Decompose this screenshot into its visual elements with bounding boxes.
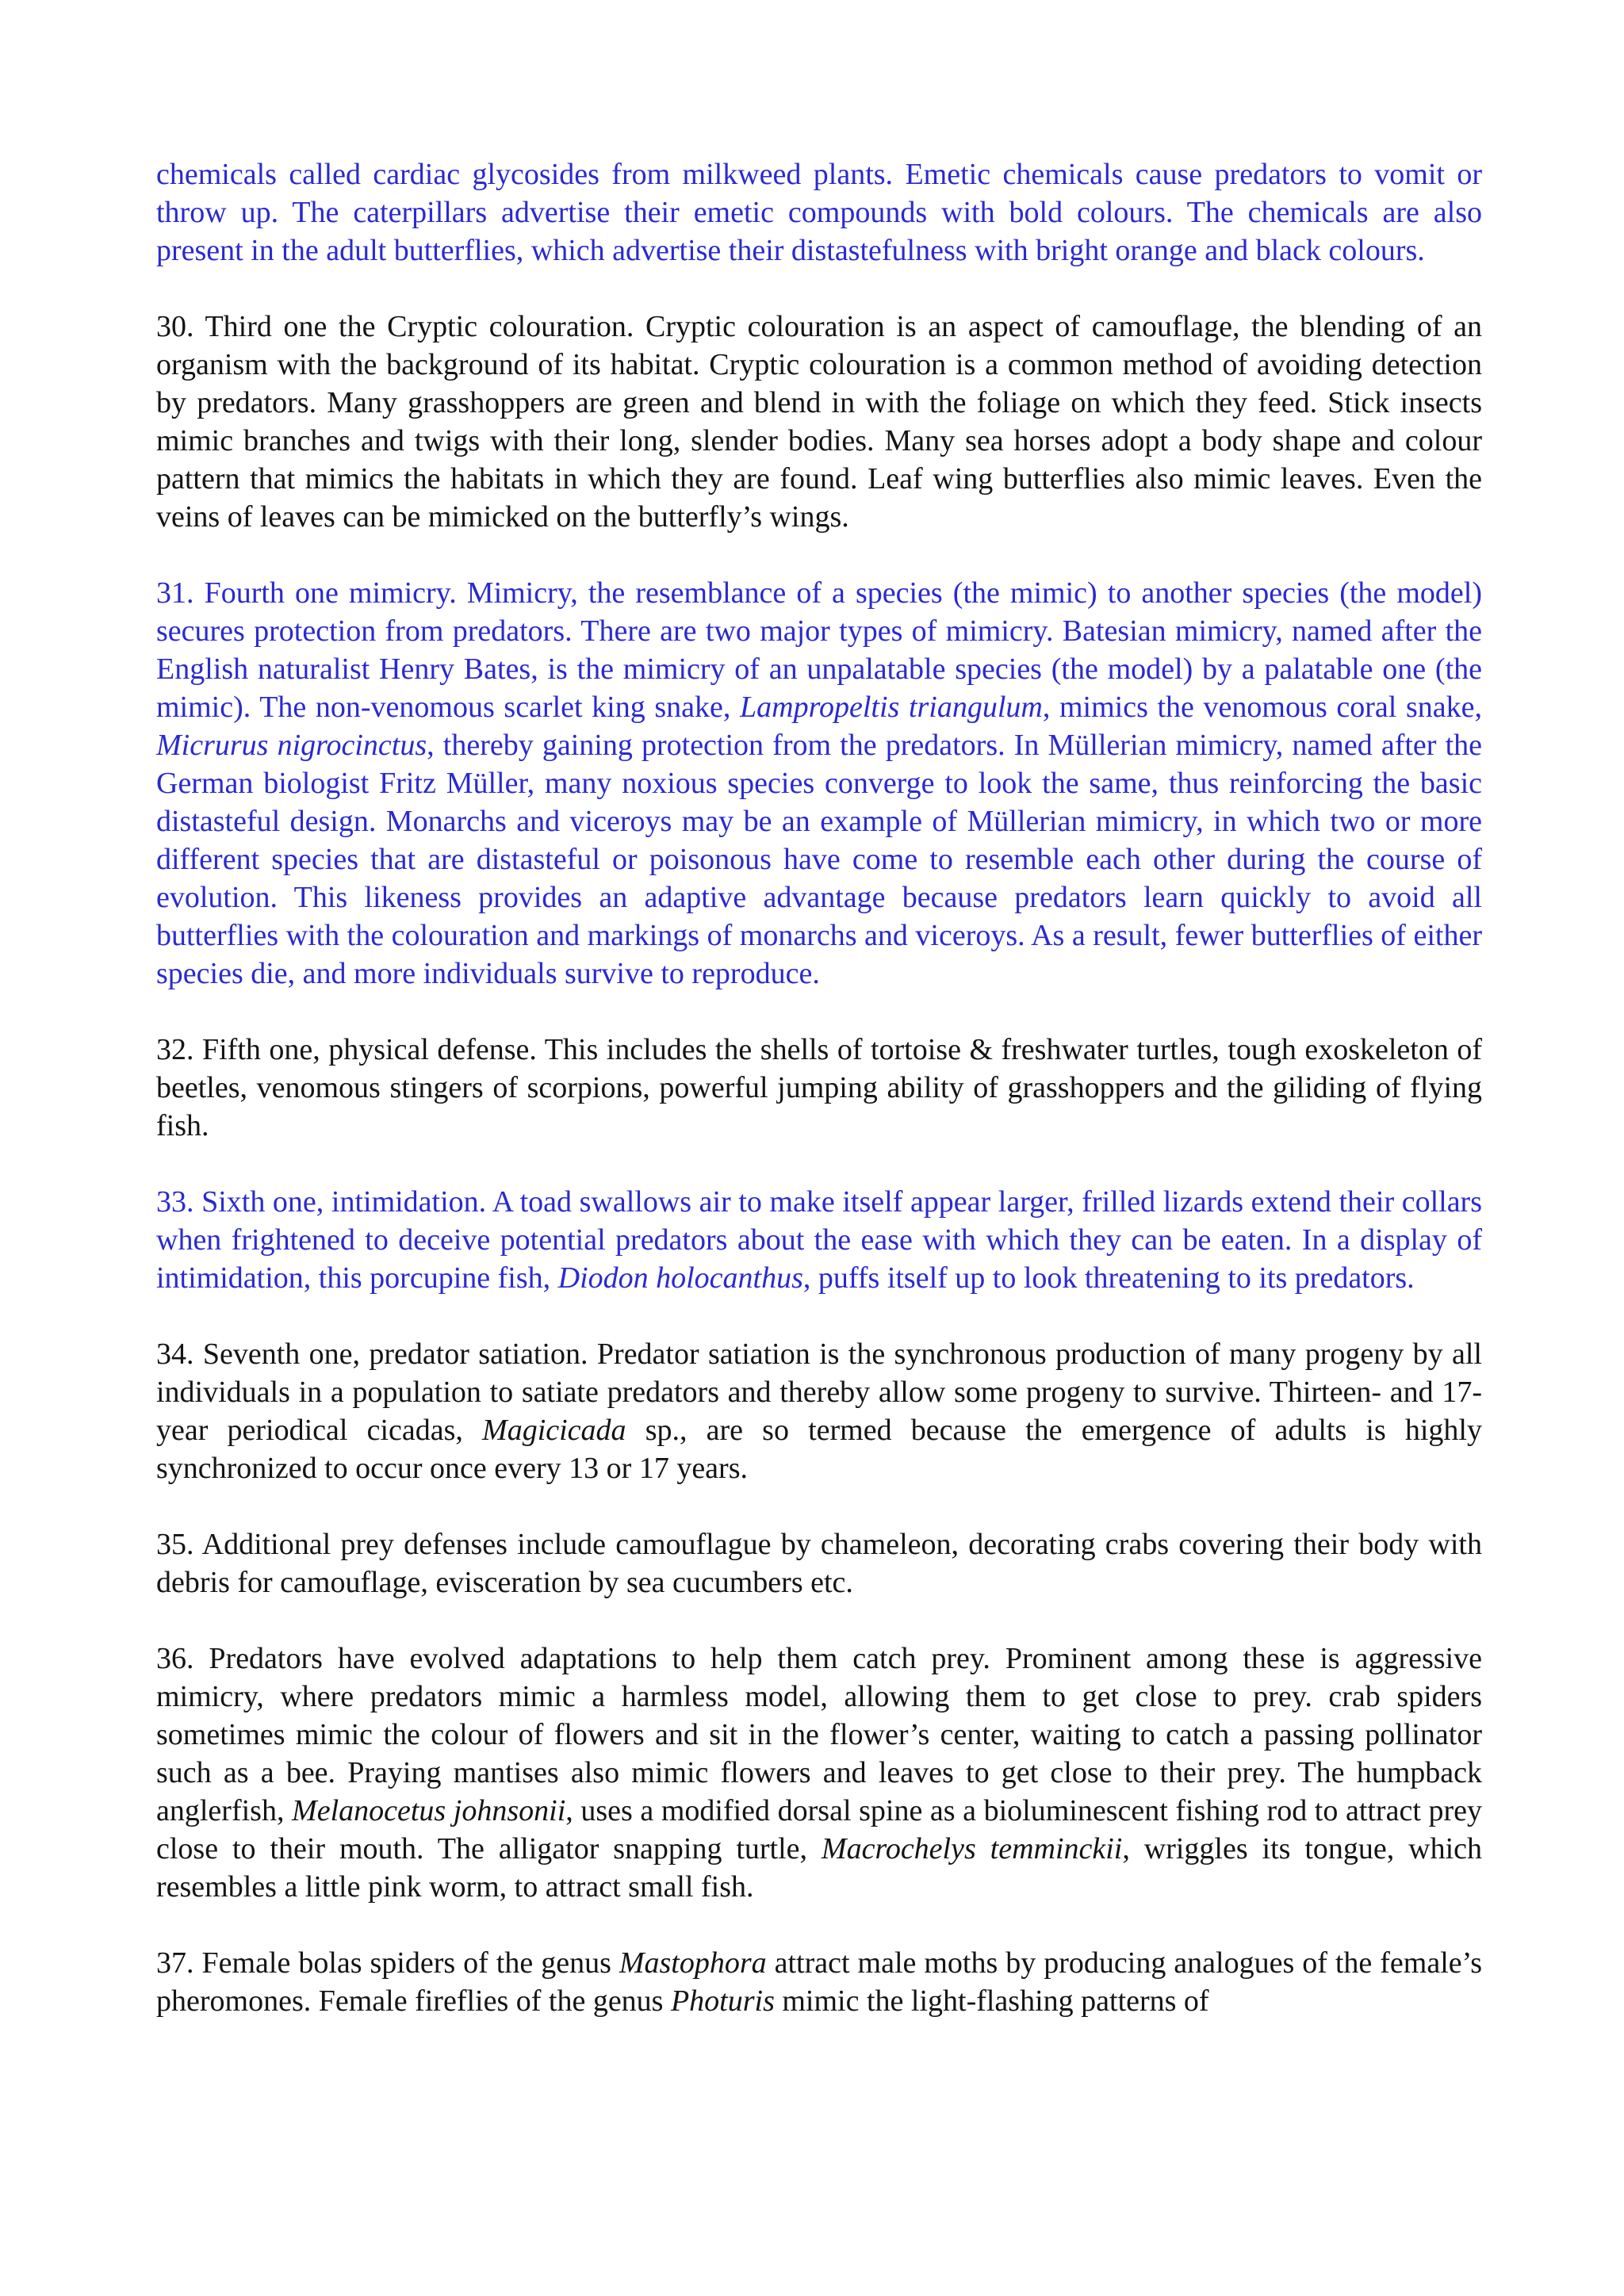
document-page [156, 155, 1482, 2058]
species-name: Melanocetus johnsonii [292, 1794, 566, 1827]
paragraph-text: , mimics the venomous coral snake, [1042, 691, 1482, 724]
paragraph-text: attract male moths by producing analogues of the female’s pheromones. Female fireflies of the genus [156, 1946, 1482, 2018]
paragraph-text: , wriggles its tongue, which resembles a little pink worm, to attract small fish. [156, 1832, 1482, 1904]
paragraph-text: 33. Sixth one, intimidation. A toad swallows air to make itself appear larger, frilled lizards extend their collars when frightened to deceive potential predators about the ease with which they can be eaten. In a display of intimidation, this porcupine fish, [156, 1185, 1482, 1295]
paragraph-text: 37. Female bolas spiders of the genus [156, 1946, 619, 1980]
paragraph-text: , thereby gaining protection from the predators. In Müllerian mimicry, named after the German biologist Fritz Müller, many noxious species converge to look the same, thus reinforcing the basic distasteful design. Monarchs and viceroys may be an example of Müllerian mimicry, in which two or more different species that are distasteful or poisonous have come to resemble each other during the course of evolution. This likeness provides an adaptive advantage because predators learn quickly to avoid all butterflies with the colouration and markings of monarchs and viceroys. As a result, fewer butterflies of either species die, and more individuals survive to reproduce. [156, 729, 1483, 990]
species-name: Diodon holocanthus [557, 1261, 803, 1295]
paragraph-text: , puffs itself up to look threatening to its predators. [802, 1261, 1415, 1295]
species-name: Macrochelys temminckii [821, 1832, 1123, 1866]
paragraph-text: 31. Fourth one mimicry. Mimicry, the resemblance of a species (the mimic) to another species (the model) secures protection from predators. There are two major types of mimicry. Batesian mimicry, named after the English naturalist Henry Bates, is the mimicry of an unpalatable species (the model) by a palatable one (the mimic). The non-venomous scarlet king snake, [156, 576, 1482, 724]
paragraph-37 [156, 1944, 1482, 2020]
paragraph-text: sp., are so termed because the emergence of adults is highly synchronized to occur once every 13 or 17 years. [156, 1414, 1482, 1485]
paragraph-text: mimic the light-flashing patterns of [774, 1984, 1209, 2018]
paragraph-text: 35. Additional prey defenses include camouflague by chameleon, decorating crabs covering their body with debris for camouflage, evisceration by sea cucumbers etc. [156, 1528, 1482, 1599]
genus-name: Mastophora [619, 1946, 767, 1980]
species-name: Micrurus nigrocinctus [156, 729, 427, 762]
paragraph-text: 30. Third one the Cryptic colouration. Cryptic colouration is an aspect of camouflage, the blending of an organism with the background of its habitat. Cryptic colouration is a common method of avoiding detection by predators. Many grasshoppers are green and blend in with the foliage on which they feed. Stick insects mimic branches and twigs with their long, slender bodies. Many sea horses adopt a body shape and colour pattern that mimics the habitats in which they are found. Leaf wing butterflies also mimic leaves. Even the veins of leaves can be mimicked on the butterfly’s wings. [156, 310, 1482, 534]
paragraph-35 [156, 1525, 1482, 1601]
species-name: Magicicada [482, 1414, 626, 1447]
paragraph-34 [156, 1335, 1482, 1487]
paragraph-text: , uses a modified dorsal spine as a bioluminescent fishing rod to attract prey close to their mouth. The alligator snapping turtle, [156, 1794, 1482, 1866]
paragraph-36 [156, 1640, 1482, 1906]
species-name: Lampropeltis triangulum [740, 691, 1043, 724]
paragraph-text: 34. Seventh one, predator satiation. Predator satiation is the synchronous production of many progeny by all individuals in a population to satiate predators and thereby allow some progeny to survive. Thirteen- and 17-year periodical cicadas, [156, 1337, 1482, 1447]
paragraph-30 [156, 308, 1482, 536]
paragraph-text: 36. Predators have evolved adaptations to help them catch prey. Prominent among these is aggressive mimicry, where predators mimic a harmless model, allowing them to get close to prey. crab spiders sometimes mimic the colour of flowers and sit in the flower’s center, waiting to catch a passing pollinator such as a bee. Praying mantises also mimic flowers and leaves to get close to their prey. The humpback anglerfish, [156, 1642, 1482, 1827]
paragraph-text: 32. Fifth one, physical defense. This includes the shells of tortoise & freshwater turtles, tough exoskeleton of beetles, venomous stingers of scorpions, powerful jumping ability of grasshoppers and the giliding of flying fish. [156, 1033, 1482, 1142]
paragraph-32 [156, 1031, 1482, 1145]
paragraph-31 [156, 574, 1482, 993]
paragraph-33 [156, 1183, 1482, 1297]
paragraph-text: chemicals called cardiac glycosides from milkweed plants. Emetic chemicals cause predators to vomit or throw up. The caterpillars advertise their emetic compounds with bold colours. The chemicals are also present in the adult butterflies, which advertise their distastefulness with bright orange and black colours. [156, 158, 1482, 267]
genus-name: Photuris [670, 1984, 775, 2018]
paragraph-continued [156, 155, 1482, 270]
